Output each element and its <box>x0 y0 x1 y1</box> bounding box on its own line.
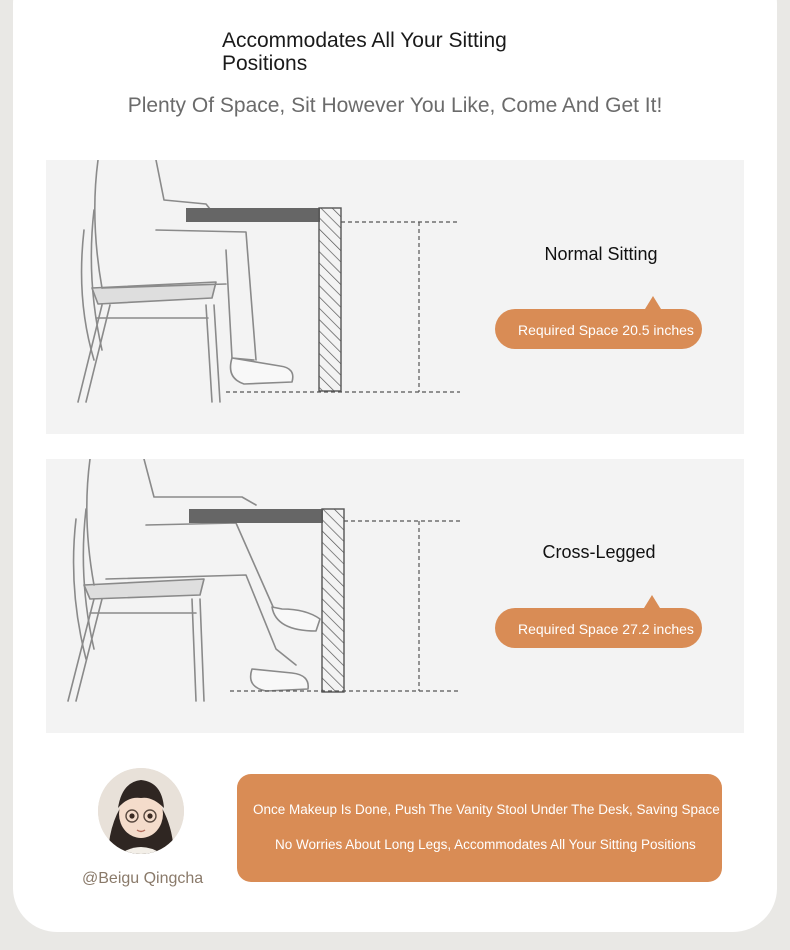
review-line: No Worries About Long Legs, Accommodates All Your Sitting Positions <box>275 837 696 852</box>
position-label: Normal Sitting <box>544 244 658 264</box>
normal-sitting-panel <box>46 160 744 434</box>
reviewer-handle: @Beigu Qingcha <box>82 870 204 887</box>
cross-legged-illustration <box>46 459 744 733</box>
required-space-badge: Required Space 20.5 inches <box>495 309 702 349</box>
callout-arrow-icon <box>645 296 661 309</box>
cross-legged-panel <box>46 459 744 733</box>
review-line: Once Makeup Is Done, Push The Vanity Stool Under The Desk, Saving Space <box>253 802 720 817</box>
position-label: Cross-Legged <box>542 542 656 562</box>
page-title: Accommodates All Your Sitting Positions <box>222 29 507 75</box>
required-space-badge: Required Space 27.2 inches <box>495 608 702 648</box>
page-subtitle: Plenty Of Space, Sit However You Like, Come And Get It! <box>127 94 663 117</box>
avatar <box>98 768 184 854</box>
review-bubble <box>237 774 722 882</box>
callout-arrow-icon <box>644 595 660 608</box>
normal-sitting-illustration <box>46 160 744 434</box>
